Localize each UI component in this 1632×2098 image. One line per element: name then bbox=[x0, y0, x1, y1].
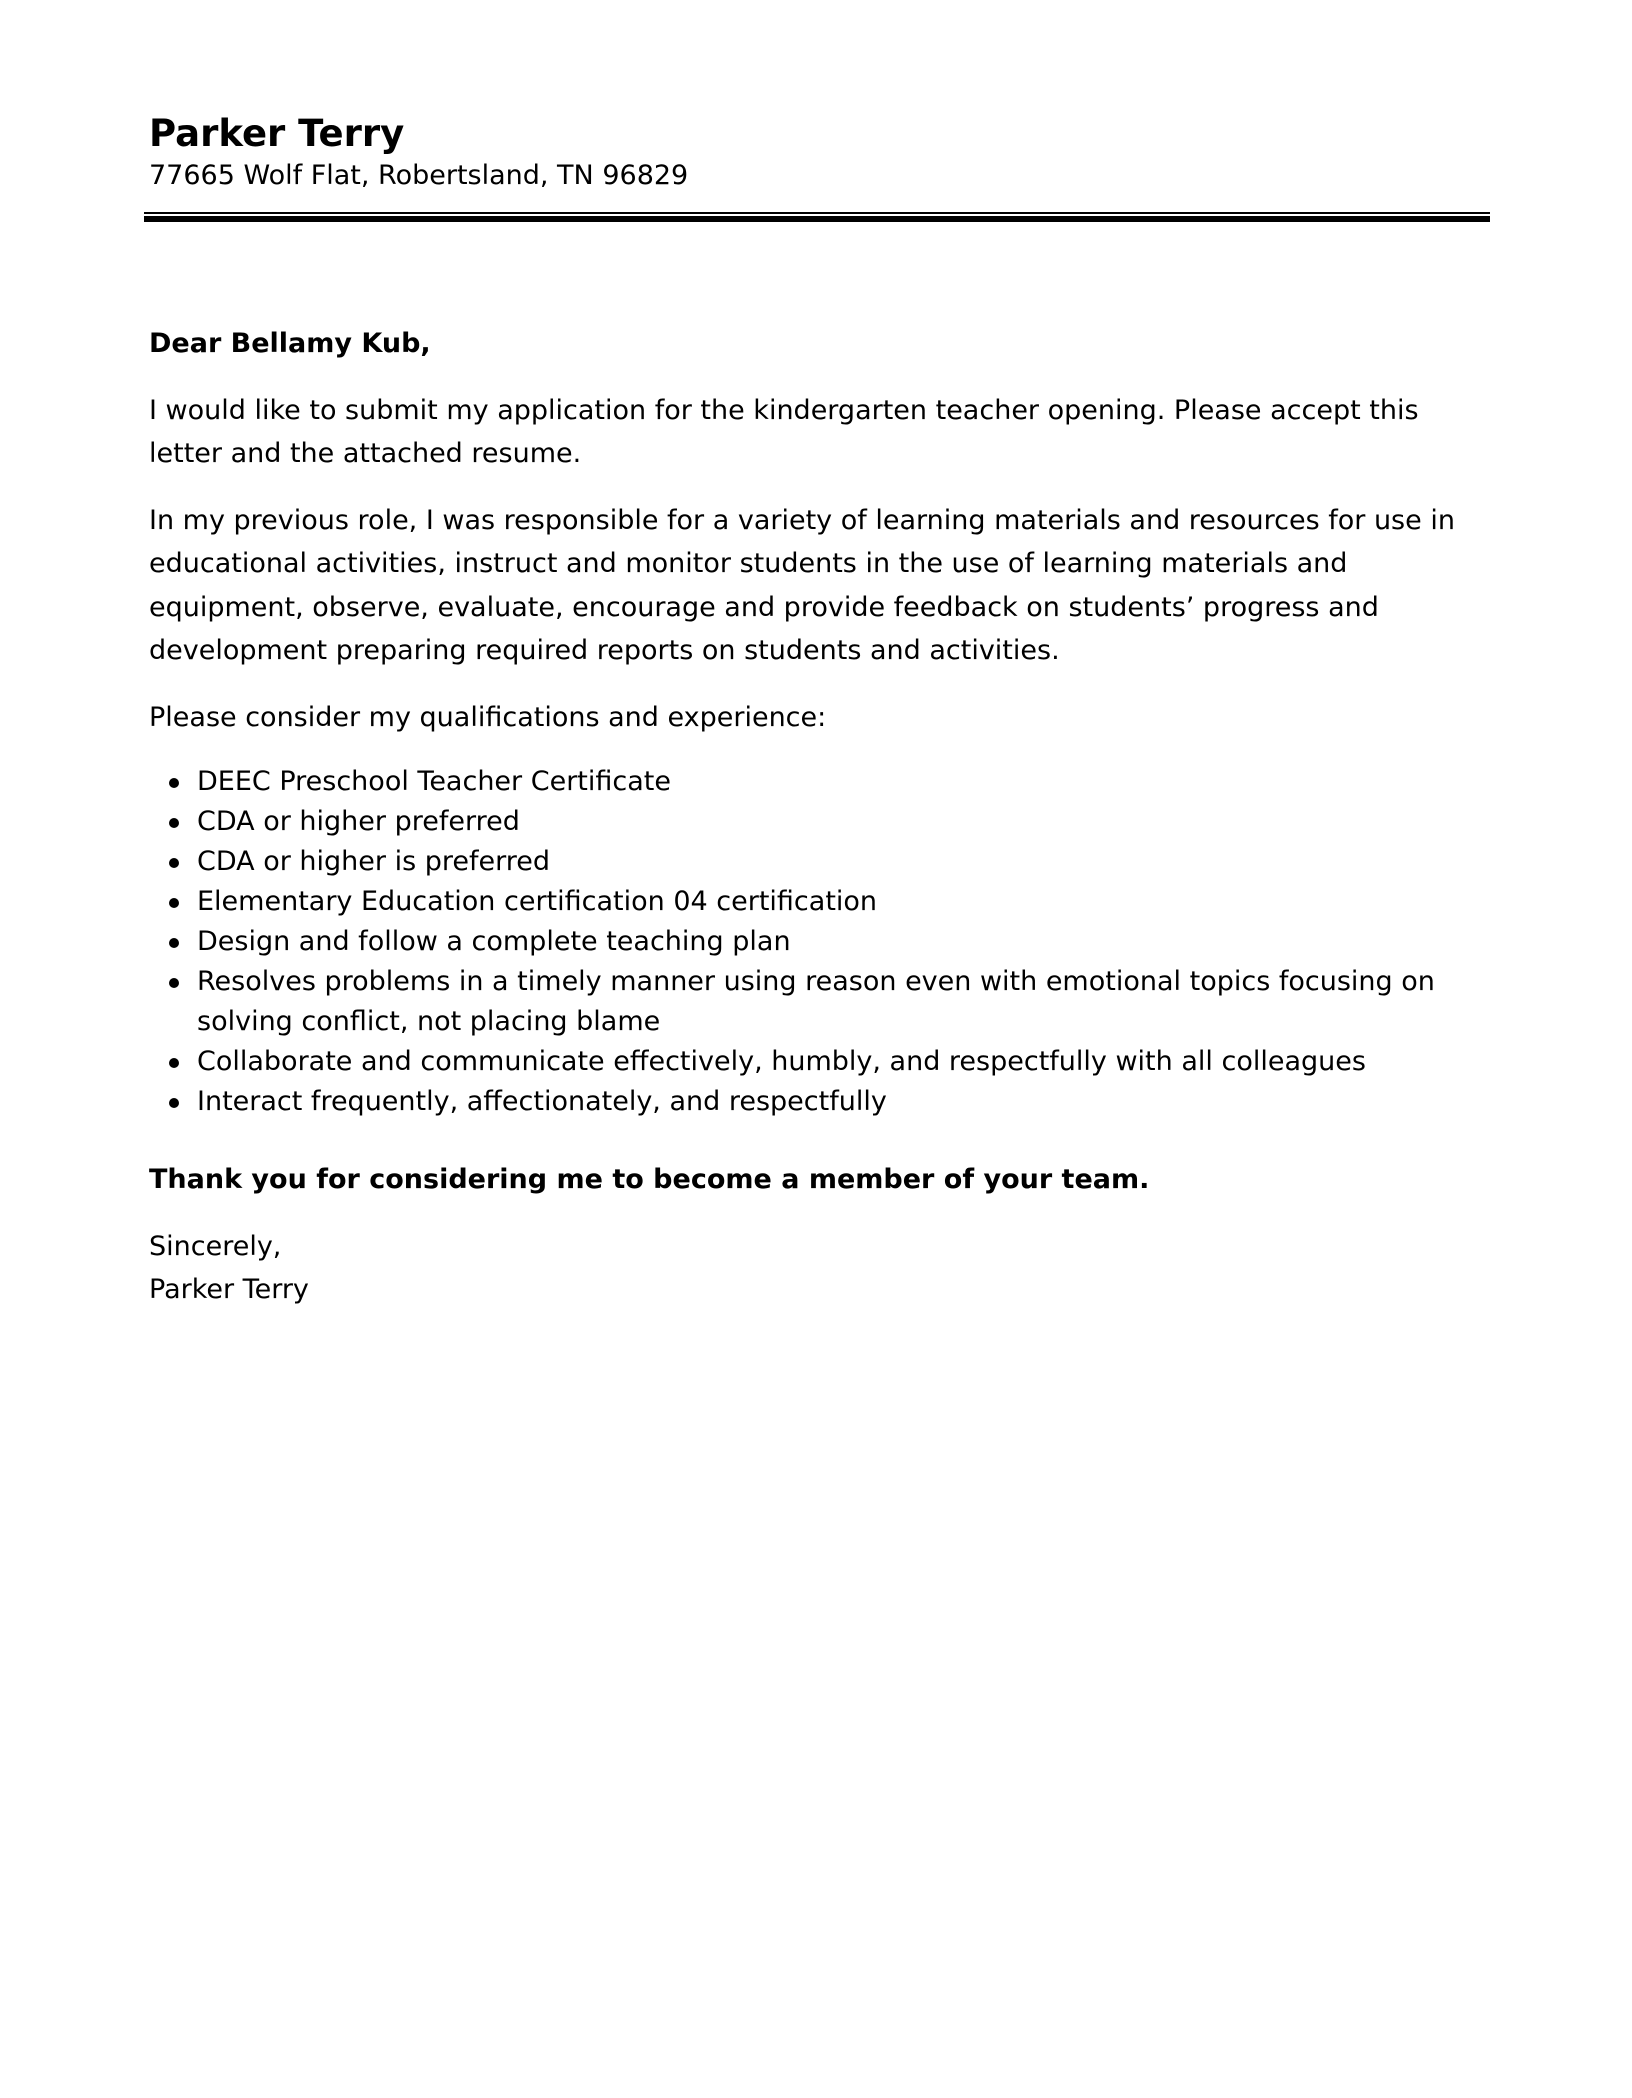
divider-thick-line bbox=[144, 216, 1490, 222]
list-item bbox=[149, 962, 1479, 1042]
experience-paragraph: In my previous role, I was responsible for a variety of learning materials and resources for use in educational activities, instruct and monitor students in the use of learning materials and equipment, observe, evaluate, encourage and provide feedback on students’ progress and development preparing required reports on students and activities. bbox=[149, 504, 1455, 666]
signoff: Sincerely, bbox=[149, 1230, 282, 1262]
bullet-icon bbox=[169, 858, 179, 868]
bullet-icon bbox=[169, 818, 179, 828]
qualifications-list bbox=[149, 762, 1479, 1122]
list-item-text: Elementary Education certification 04 certification bbox=[197, 886, 878, 917]
letter-body bbox=[149, 322, 1479, 1312]
list-item-text: Collaborate and communicate effectively, humbly, and respectfully with all colleagues bbox=[197, 1046, 1366, 1077]
sender-name: Parker Terry bbox=[149, 112, 405, 155]
header-divider bbox=[144, 212, 1490, 223]
list-item-text: CDA or higher is preferred bbox=[197, 846, 550, 877]
letter-header bbox=[149, 110, 1489, 194]
sender-address: 77665 Wolf Flat, Robertsland, TN 96829 bbox=[149, 160, 689, 191]
list-item bbox=[149, 882, 1479, 922]
signature: Parker Terry bbox=[149, 1274, 309, 1305]
bullet-icon bbox=[169, 938, 179, 948]
bullet-icon bbox=[169, 778, 179, 788]
intro-paragraph: I would like to submit my application for the kindergarten teacher opening. Please accept this letter and the attached resume. bbox=[149, 394, 1419, 469]
list-item bbox=[149, 1082, 1479, 1122]
list-item-text: CDA or higher preferred bbox=[197, 806, 520, 837]
signoff-block bbox=[149, 1225, 1479, 1312]
list-item-text: DEEC Preschool Teacher Certificate bbox=[197, 766, 671, 797]
list-item-text: Interact frequently, affectionately, and respectfully bbox=[197, 1086, 887, 1117]
list-item bbox=[149, 842, 1479, 882]
salutation: Dear Bellamy Kub, bbox=[149, 328, 431, 359]
list-item-text: Resolves problems in a timely manner using reason even with emotional topics focusing on solving conflict, not placing blame bbox=[197, 966, 1435, 1037]
closing-line: Thank you for considering me to become a member of your team. bbox=[149, 1164, 1150, 1195]
list-item bbox=[149, 802, 1479, 842]
bullet-icon bbox=[169, 978, 179, 988]
bullet-icon bbox=[169, 1098, 179, 1108]
bullet-icon bbox=[169, 1058, 179, 1068]
list-item bbox=[149, 1042, 1479, 1082]
bullet-icon bbox=[169, 898, 179, 908]
divider-thin-line bbox=[144, 212, 1490, 214]
list-item bbox=[149, 922, 1479, 962]
qualifications-intro: Please consider my qualifications and experience: bbox=[149, 701, 827, 733]
list-item bbox=[149, 762, 1479, 802]
list-item-text: Design and follow a complete teaching plan bbox=[197, 926, 791, 957]
